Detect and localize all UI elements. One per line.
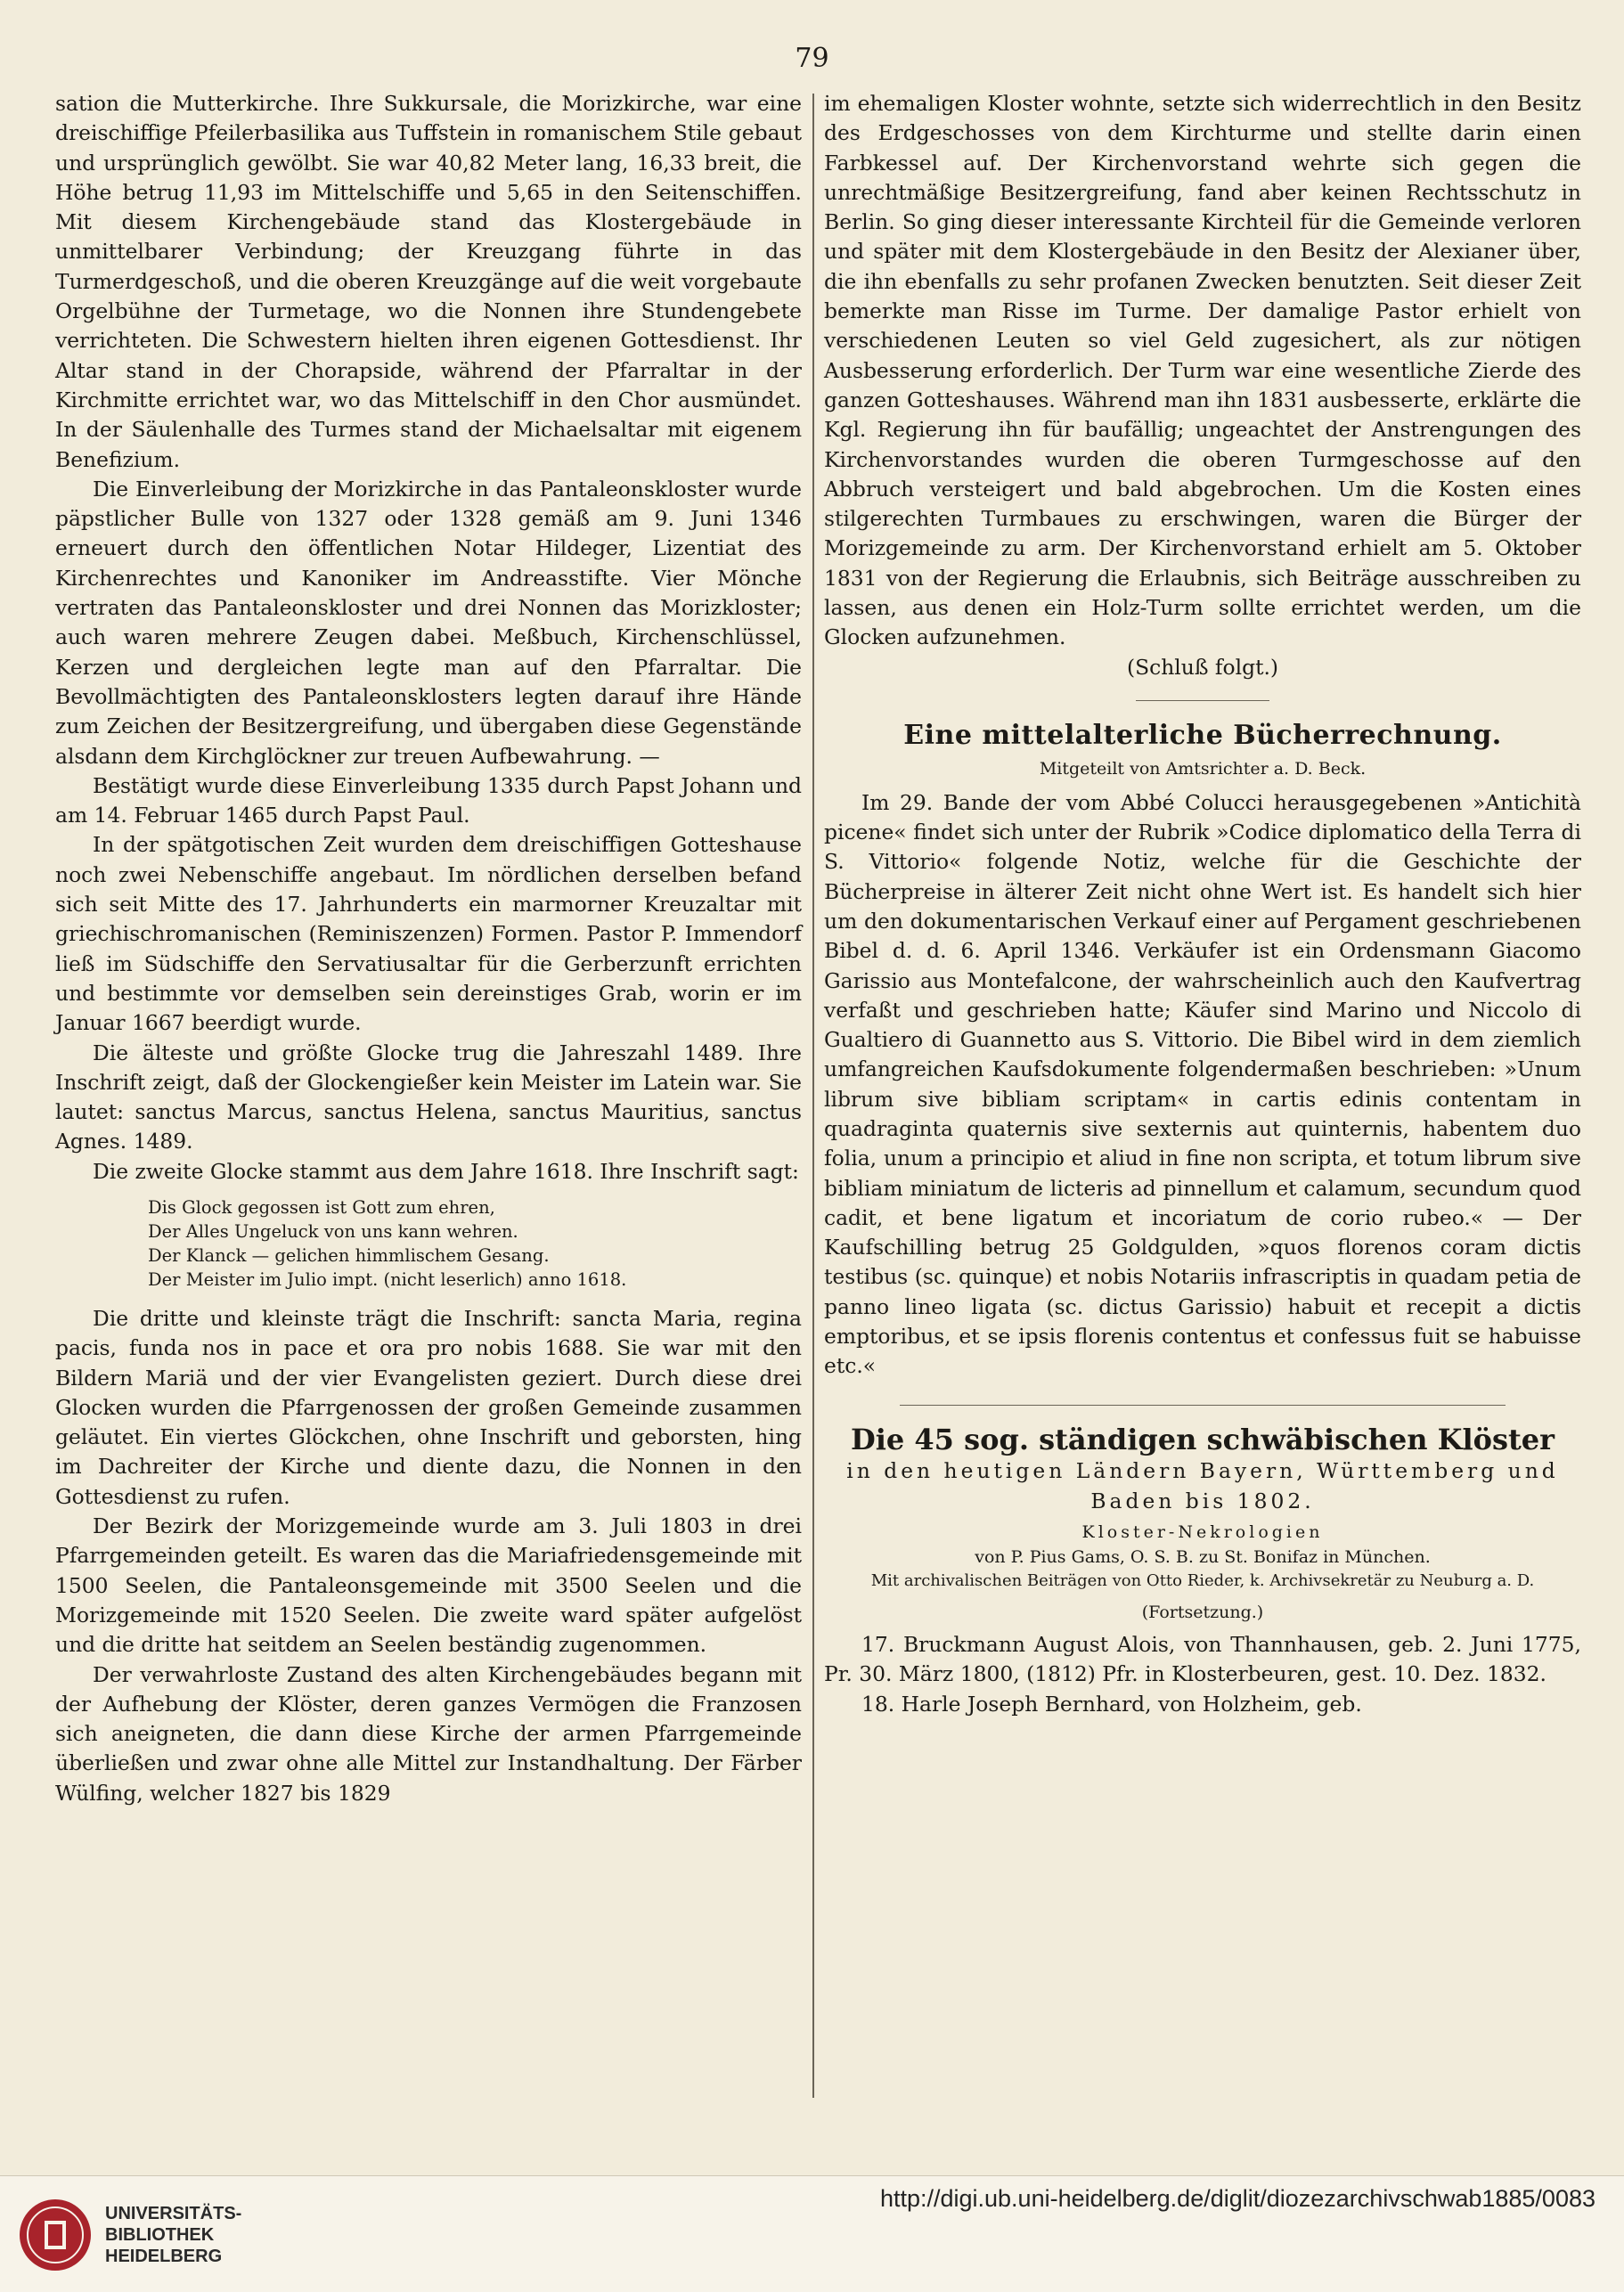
bell-inscription [55,1195,802,1292]
article-title: Eine mittelalterliche Bücherrechnung. [903,720,1502,752]
inscription-line: Der Klanck — gelichen himmlischem Gesang. [148,1244,550,1266]
footer-bar [0,2175,1624,2292]
inscription-line: Der Alles Ungeluck von uns kann wehren. [148,1220,518,1242]
inscription-line: Der Meister im Julio impt. (nicht leserlich) anno 1618. [148,1268,627,1290]
article-author: von P. Pius Gams, O. S. B. zu St. Bonifaz in München. [975,1547,1431,1568]
section-divider [1136,700,1269,702]
paragraph: Die dritte und kleinste trägt die Inschrift: sancta Maria, regina pacis, funda nos in pace et ora pro nobis 1688. Sie war mit den Bildern Mariä und der vier Evangelisten geziert. Durch diese drei Glocken wurden die Pfarrgenossen der großen Gemeinde zusammen geläutet. Ein viertes Glöckchen, ohne Inschrift und geborsten, hing im Dachreiter der Kirche und diente dazu, die Nonnen in den Gottesdienst zu rufen. [55,1305,802,1509]
right-column [824,89,1581,1719]
section-divider [900,1405,1506,1407]
article-contributors: Mit archivalischen Beiträgen von Otto Rieder, k. Archivsekretär zu Neuburg a. D. [870,1571,1535,1591]
paragraph: Die Einverleibung der Morizkirche in das Pantaleonskloster wurde päpstlicher Bulle von 1327 oder 1328 gemäß am 9. Juni 1346 erneuert durch den öffentlichen Notar Hildeger, Lizentiat des Kirchenrechtes und Kanoniker im Andreasstifte. Vier Mönche vertraten das Pantaleonskloster und drei Nonnen das Morizkloster; auch waren mehrere Zeugen dabei. Meßbuch, Kirchenschlüssel, Kerzen und dergleichen legte man auf den Pfarraltar. Die Bevollmächtigten des Pantaleonsklosters legten darauf ihre Hände zum Zeichen der Besitzergreifung, und übergaben diese Gegenstände alsdann dem Kirchglöckner zur treuen Aufbewahrung. — [55,476,802,769]
article-kicker: Kloster-Nekrologien [1081,1522,1324,1543]
continued-note: (Fortsetzung.) [1141,1603,1264,1623]
paragraph: Die älteste und größte Glocke trug die Jahreszahl 1489. Ihre Inschrift zeigt, daß der Glockengießer kein Meister im Latein war. Sie lautet: sanctus Marcus, sanctus Helena, sanctus Mauritius, sanctus Agnes. 1489. [55,1040,802,1154]
left-column [55,89,802,1808]
article-byline: Mitgeteilt von Amtsrichter a. D. Beck. [1039,758,1367,779]
page-number: 79 [795,43,829,74]
entry: 17. Bruckmann August Alois, von Thannhausen, geb. 2. Juni 1775, Pr. 30. März 1800, (1812) Pfr. in Klosterbeuren, gest. 10. Dez. 1832. [824,1632,1581,1687]
library-name: UNIVERSITÄTS- BIBLIOTHEK HEIDELBERG [105,2204,242,2266]
paragraph: Im 29. Bande der vom Abbé Colucci herausgegebenen »Antichità picene« findet sich unter der Rubrik »Codice diplomatico della Terra di S. Vittorio« folgende Notiz, welche für die Geschichte der Bücherpreise in älterer Zeit nicht ohne Wert ist. Es handelt sich hier um den dokumentarischen Verkauf einer auf Pergament geschriebenen Bibel d. d. 6. April 1346. Verkäufer ist ein Ordensmann Giacomo Garissio aus Montefalcone, der wahrscheinlich auch den Kaufvertrag verfaßt und geschrieben hatte; Käufer sind Marino und Niccolo di Gualtiero di Guannetto aus S. Vittorio. Die Bibel wird in dem ziemlich umfangreichen Kaufsdokumente folgendermaßen beschrieben: »Unum librum sive bibliam scriptam« in cartis edinis contentam in quadraginta quaternis sive sexternis aut quinternis, habentem duo folia, unum a principio et aliud in fine non scripta, et totum librum sive bibliam miniatum de licteris ad pinnellum et calamum, secundum quod cadit, et bene ligatum et incoriatum de corio rubeo.« — Der Kaufschilling betrug 25 Goldgulden, »quos florenos coram dictis testibus (sc. quinque) et nobis Notariis infrascriptis in quadam petia de panno lineo ligata (sc. dictus Garissio) habuit et recepit a dictis emptoribus, et se ipsis florenis contentus et confessus fuit se habuisse etc.« [824,789,1581,1379]
article-subtitle: in den heutigen Ländern Bayern, Württemberg und Baden bis 1802. [846,1458,1559,1513]
source-url[interactable]: http://digi.ub.uni-heidelberg.de/diglit/diozezarchivschwab1885/0083 [879,2185,1595,2212]
paragraph: Bestätigt wurde diese Einverleibung 1335 durch Papst Johann und am 14. Februar 1465 durch Papst Paul. [55,772,802,828]
article-title: Die 45 sog. ständigen schwäbischen Klöster [851,1423,1555,1457]
paragraph: In der spätgotischen Zeit wurden dem dreischiffigen Gotteshause noch zwei Nebenschiffe angebaut. Im nördlichen derselben befand sich seit Mitte des 17. Jahrhunderts ein marmorner Kreuzaltar mit griechischromanischen (Reminiszenzen) Formen. Pastor P. Immendorf ließ im Südschiffe den Servatiusaltar für die Gerberzunft errichten und bestimmte vor demselben sein dereinstiges Grab, worin er im Januar 1667 beerdigt wurde. [55,832,802,1036]
paragraph: im ehemaligen Kloster wohnte, setzte sich widerrechtlich in den Besitz des Erdgeschosses von dem Kirchturme und stellte darin einen Farbkessel auf. Der Kirchenvorstand wehrte sich gegen die unrechtmäßige Besitzergreifung, fand aber keinen Rechtsschutz in Berlin. So ging dieser interessante Kirchteil für die Gemeinde verloren und später mit dem Klostergebäude in den Besitz der Alexianer über, die ihn ebenfalls zu sehr profanen Zwecken benutzten. Seit dieser Zeit bemerkte man Risse im Turme. Der damalige Pastor erhielt von verschiedenen Leuten so viel Geld zugesichert, als zur nötigen Ausbesserung erforderlich. Der Turm war eine wesentliche Zierde des ganzen Gotteshauses. Während man ihn 1831 ausbesserte, erklärte die Kgl. Regierung ihn für baufällig; ungeachtet der Anstrengungen des Kirchenvorstandes wurden die oberen Turmgeschosse auf den Abbruch versteigert und bald abgebrochen. Um die Kosten eines stilgerechten Turmbaues zu erschwingen, waren die Bürger der Morizgemeinde zu arm. Der Kirchenvorstand erhielt am 5. Oktober 1831 von der Regierung die Erlaubnis, sich Beiträge ausschreiben zu lassen, aus denen ein Holz-Turm sollte errichtet werden, um die Glocken aufzunehmen. [824,91,1581,650]
continued-note: (Schluß folgt.) [1126,654,1279,680]
paragraph: Die zweite Glocke stammt aus dem Jahre 1618. Ihre Inschrift sagt: [93,1158,799,1184]
column-rule [812,94,814,2098]
inscription-line: Dis Glock gegossen ist Gott zum ehren, [148,1196,495,1218]
paragraph: sation die Mutterkirche. Ihre Sukkursale, die Morizkirche, war eine dreischiffige Pfeilerbasilika aus Tuffstein in romanischem Stile gebaut und ursprünglich gewölbt. Sie war 40,82 Meter lang, 16,33 breit, die Höhe betrug 11,93 im Mittelschiffe und 5,65 in den Seitenschiffen. Mit diesem Kirchengebäude stand das Klostergebäude in unmittelbarer Verbindung; der Kreuzgang führte in das Turmerdgeschoß, und die oberen Kreuzgänge auf die weit vorgebaute Orgelbühne der Turmetage, wo die Nonnen ihre Stundengebete verrichteten. Die Schwestern hielten ihren eigenen Gottesdienst. Ihr Altar stand in der Chorapside, während der Pfarraltar in der Kirchmitte errichtet war, wo das Mittelschiff in den Chor ausmündet. In der Säulenhalle des Turmes stand der Michaelsaltar mit eigenem Benefizium. [55,91,802,472]
university-seal-icon [18,2198,93,2272]
entry: 18. Harle Joseph Bernhard, von Holzheim, geb. [861,1691,1362,1717]
paragraph: Der verwahrloste Zustand des alten Kirchengebäudes begann mit der Aufhebung der Klöster, deren ganzes Vermögen die Franzosen sich aneigneten, die dann diese Kirche der armen Pfarrgemeinde überließen und zwar ohne alle Mittel zur Instandhaltung. Der Färber Wülfing, welcher 1827 bis 1829 [55,1661,802,1806]
paragraph: Der Bezirk der Morizgemeinde wurde am 3. Juli 1803 in drei Pfarrgemeinden geteilt. Es waren das die Mariafriedensgemeinde mit 1500 Seelen, die Pantaleonsgemeinde mit 3500 Seelen und die Morizgemeinde mit 1520 Seelen. Die zweite ward später aufgelöst und die dritte hat seitdem an Seelen beständig zugenommen. [55,1513,802,1658]
